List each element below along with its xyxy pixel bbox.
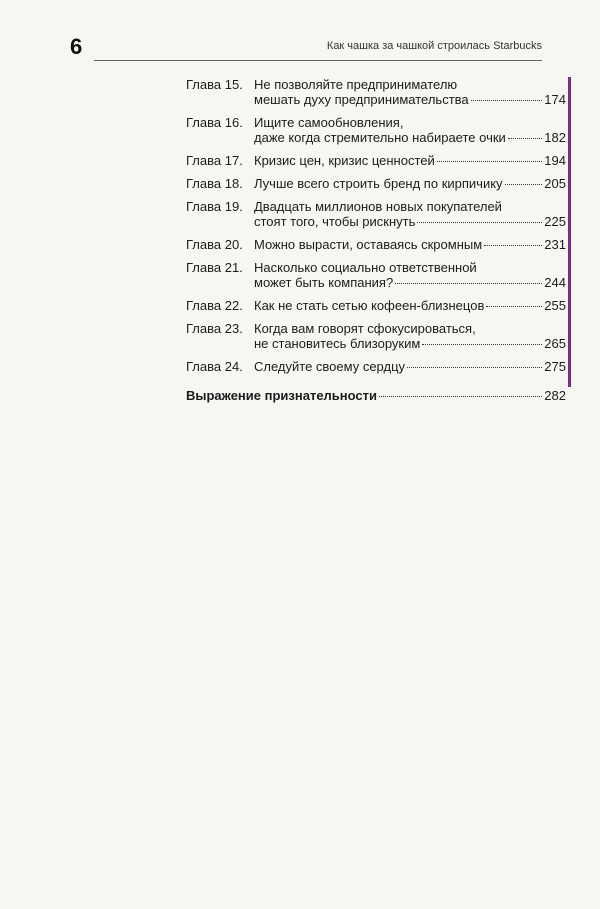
- dot-leader: [417, 222, 542, 223]
- dot-leader: [407, 367, 542, 368]
- page-ref: 231: [544, 237, 566, 252]
- chapter-number: Глава 15.: [186, 77, 243, 92]
- chapter-number: Глава 20.: [186, 237, 243, 252]
- chapter-title-line: Когда вам говорят сфокусироваться,: [254, 321, 476, 336]
- page-ref: 174: [544, 92, 566, 107]
- header-rule: [94, 60, 542, 61]
- chapter-title-line: Двадцать миллионов новых покупателей: [254, 199, 502, 214]
- dot-leader: [437, 161, 543, 162]
- toc-entry[interactable]: [186, 77, 566, 107]
- chapter-title-line: Кризис цен, кризис ценностей: [254, 153, 435, 168]
- chapter-title-line: Ищите самообновления,: [254, 115, 404, 130]
- dot-leader: [379, 396, 542, 397]
- chapter-title-line: может быть компания?: [254, 275, 394, 290]
- toc-entry[interactable]: [186, 176, 566, 191]
- chapter-title-line: Лучше всего строить бренд по кирпичику: [254, 176, 503, 191]
- page-ref: 255: [544, 298, 566, 313]
- chapter-number: Глава 24.: [186, 359, 243, 374]
- chapter-title-line: не становитесь близоруким: [254, 336, 421, 351]
- page-ref: 275: [544, 359, 566, 374]
- dot-leader: [508, 138, 543, 139]
- page-ref: 282: [544, 388, 566, 403]
- page-ref: 205: [544, 176, 566, 191]
- table-of-contents: [186, 77, 566, 411]
- accent-bar: [568, 77, 571, 387]
- chapter-title-line: Насколько социально ответственной: [254, 260, 477, 275]
- toc-entry[interactable]: [186, 260, 566, 290]
- chapter-number: Глава 16.: [186, 115, 243, 130]
- running-header: Как чашка за чашкой строилась Starbucks: [326, 40, 542, 52]
- toc-entry[interactable]: [186, 321, 566, 351]
- chapter-title-line: даже когда стремительно набираете очки: [254, 130, 506, 145]
- page-ref: 194: [544, 153, 566, 168]
- chapter-number: Глава 23.: [186, 321, 243, 336]
- dot-leader: [484, 245, 542, 246]
- chapter-number: Глава 18.: [186, 176, 243, 191]
- chapter-number: Глава 22.: [186, 298, 243, 313]
- dot-leader: [486, 306, 542, 307]
- chapter-title-line: стоят того, чтобы рискнуть: [254, 214, 416, 229]
- chapter-title-line: Следуйте своему сердцу: [254, 359, 406, 374]
- chapter-number: Глава 19.: [186, 199, 243, 214]
- chapter-number: Глава 21.: [186, 260, 243, 275]
- toc-entry-acknowledgements[interactable]: [186, 388, 566, 403]
- chapter-title-line: Можно вырасти, оставаясь скромным: [254, 237, 483, 252]
- chapter-title-line: мешать духу предпринимательства: [254, 92, 469, 107]
- page-ref: 265: [544, 336, 566, 351]
- dot-leader: [505, 184, 543, 185]
- toc-entry[interactable]: [186, 199, 566, 229]
- toc-entry[interactable]: [186, 115, 566, 145]
- toc-entry[interactable]: [186, 359, 566, 374]
- chapter-title-line: Как не стать сетью кофеен-близнецов: [254, 298, 485, 313]
- dot-leader: [422, 344, 542, 345]
- page-number: 6: [70, 34, 83, 59]
- page-ref: 182: [544, 130, 566, 145]
- toc-entry[interactable]: [186, 298, 566, 313]
- page-ref: 244: [544, 275, 566, 290]
- dot-leader: [395, 283, 542, 284]
- chapter-number: Глава 17.: [186, 153, 243, 168]
- toc-entry[interactable]: [186, 237, 566, 252]
- chapter-title-line: Не позволяйте предпринимателю: [254, 77, 458, 92]
- acknowledgements-title: Выражение признательности: [186, 388, 378, 403]
- toc-entry[interactable]: [186, 153, 566, 168]
- dot-leader: [471, 100, 543, 101]
- page-ref: 225: [544, 214, 566, 229]
